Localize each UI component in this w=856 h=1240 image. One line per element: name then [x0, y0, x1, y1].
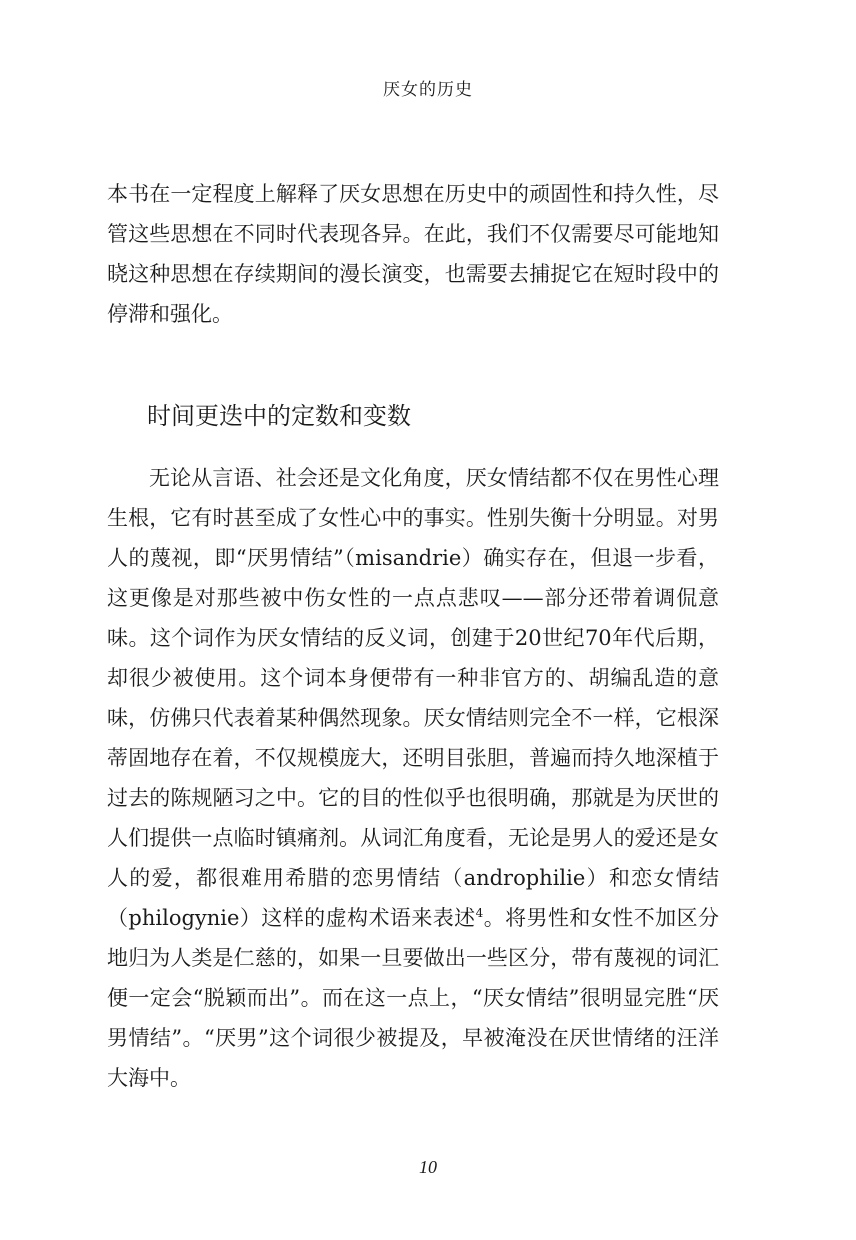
paragraph-intro: 本书在一定程度上解释了厌女思想在历史中的顽固性和持久性，尽管这些思想在不同时代表现各异。在此，我们不仅需要尽可能地知晓这种思想在存续期间的漫长演变，也需要去捕捉它在短时段中的停滞和强化。: [107, 182, 719, 326]
paragraph-body-text: 无论从言语、社会还是文化角度，厌女情结都不仅在男性心理生根，它有时甚至成了女性心中的事实。性别失衡十分明显。对男人的蔑视，即“厌男情结”（misandrie）确实存在，但退一步看，这更像是对那些被中伤女性的一点点悲叹——部分还带着调侃意味。这个词作为厌女情结的反义词，创建于20世纪70年代后期，却很少被使用。这个词本身便带有一种非官方的、胡编乱造的意味，仿佛只代表着某种偶然现象。厌女情结则完全不一样，它根深蒂固地存在着，不仅规模庞大，还明目张胆，普遍而持久地深植于过去的陈规陋习之中。它的目的性似乎也很明确，那就是为厌世的人们提供一点临时镇痛剂。从词汇角度看，无论是男人的爱还是女人的爱，都很难用希腊的恋男情结（androphilie）和恋女情结（philogynie）这样的虚构术语来表述: [107, 466, 719, 930]
paragraph-body-text-continued: 。将男性和女性不加区分地归为人类是仁慈的，如果一旦要做出一些区分，带有蔑视的词汇便一定会“脱颖而出”。而在这一点上，“厌女情结”很明显完胜“厌男情结”。“厌男”这个词很少被提及，早被淹没在厌世情绪的汪洋大海中。: [107, 906, 719, 1090]
section-heading: 时间更迭中的定数和变数: [147, 402, 411, 430]
paragraph-body: [107, 458, 719, 1098]
page-number: 10: [419, 1157, 437, 1177]
footnote-marker[interactable]: 4: [475, 906, 484, 920]
running-head: 厌女的历史: [383, 80, 473, 100]
